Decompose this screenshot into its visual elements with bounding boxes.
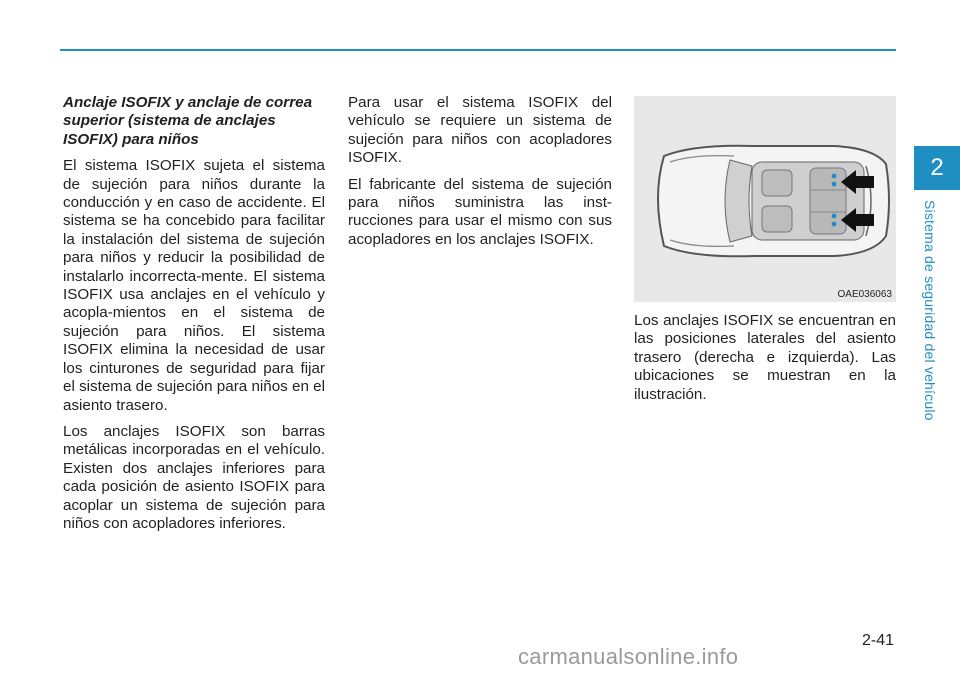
page-number: 2-41 — [861, 632, 894, 649]
column-2 — [348, 94, 612, 257]
chapter-number-tab: 2 — [914, 146, 960, 190]
figure-code: OAE036063 — [837, 289, 892, 300]
isofix-figure — [634, 96, 896, 302]
paragraph: Los anclajes ISOFIX se encuentran en las posiciones laterales del asiento trasero (derecha e izquierda). Las ubicaciones se muestran en la ilustración. — [634, 312, 896, 403]
section-heading: Anclaje ISOFIX y anclaje de correa superior (sistema de anclajes ISOFIX) para niños — [63, 94, 313, 148]
column-3 — [634, 312, 896, 412]
paragraph: El fabricante del sistema de sujeción para niños suministra las inst-rucciones para usar el mismo con sus acopladores en los anclajes ISOFIX. — [348, 175, 612, 248]
paragraph: El sistema ISOFIX sujeta el sistema de sujeción para niños durante la conducción y en caso de accidente. El sistema se ha concebido para facilitar la instalación del sistema de sujeción para niños y reducir la posibilidad de instalarlo incorrecta-mente. El sistema ISOFIX usa anclajes en el vehículo y acopla-mientos en el sistema de sujeción para niños. El sistema ISOFIX elimina la necesidad de usar los cinturones de seguridad para fijar el sistema de sujeción para niños en el asiento trasero. — [63, 157, 325, 414]
paragraph: Los anclajes ISOFIX son barras metálicas incorporadas en el vehículo. Existen dos anclajes inferiores para cada posición de asiento ISOFIX para acoplar un sistema de sujeción para niños con acopladores inferiores. — [63, 422, 325, 532]
chapter-side-label — [922, 200, 942, 430]
watermark: carmanualsonline.info — [518, 644, 739, 669]
header-rule — [60, 49, 896, 51]
column-1 — [63, 94, 325, 541]
car-top-view-icon — [634, 96, 896, 302]
chapter-title: Sistema de seguridad del vehículo — [922, 200, 938, 421]
paragraph: Para usar el sistema ISOFIX del vehículo se requiere un sistema de sujeción para niños con acopladores ISOFIX. — [348, 94, 612, 167]
